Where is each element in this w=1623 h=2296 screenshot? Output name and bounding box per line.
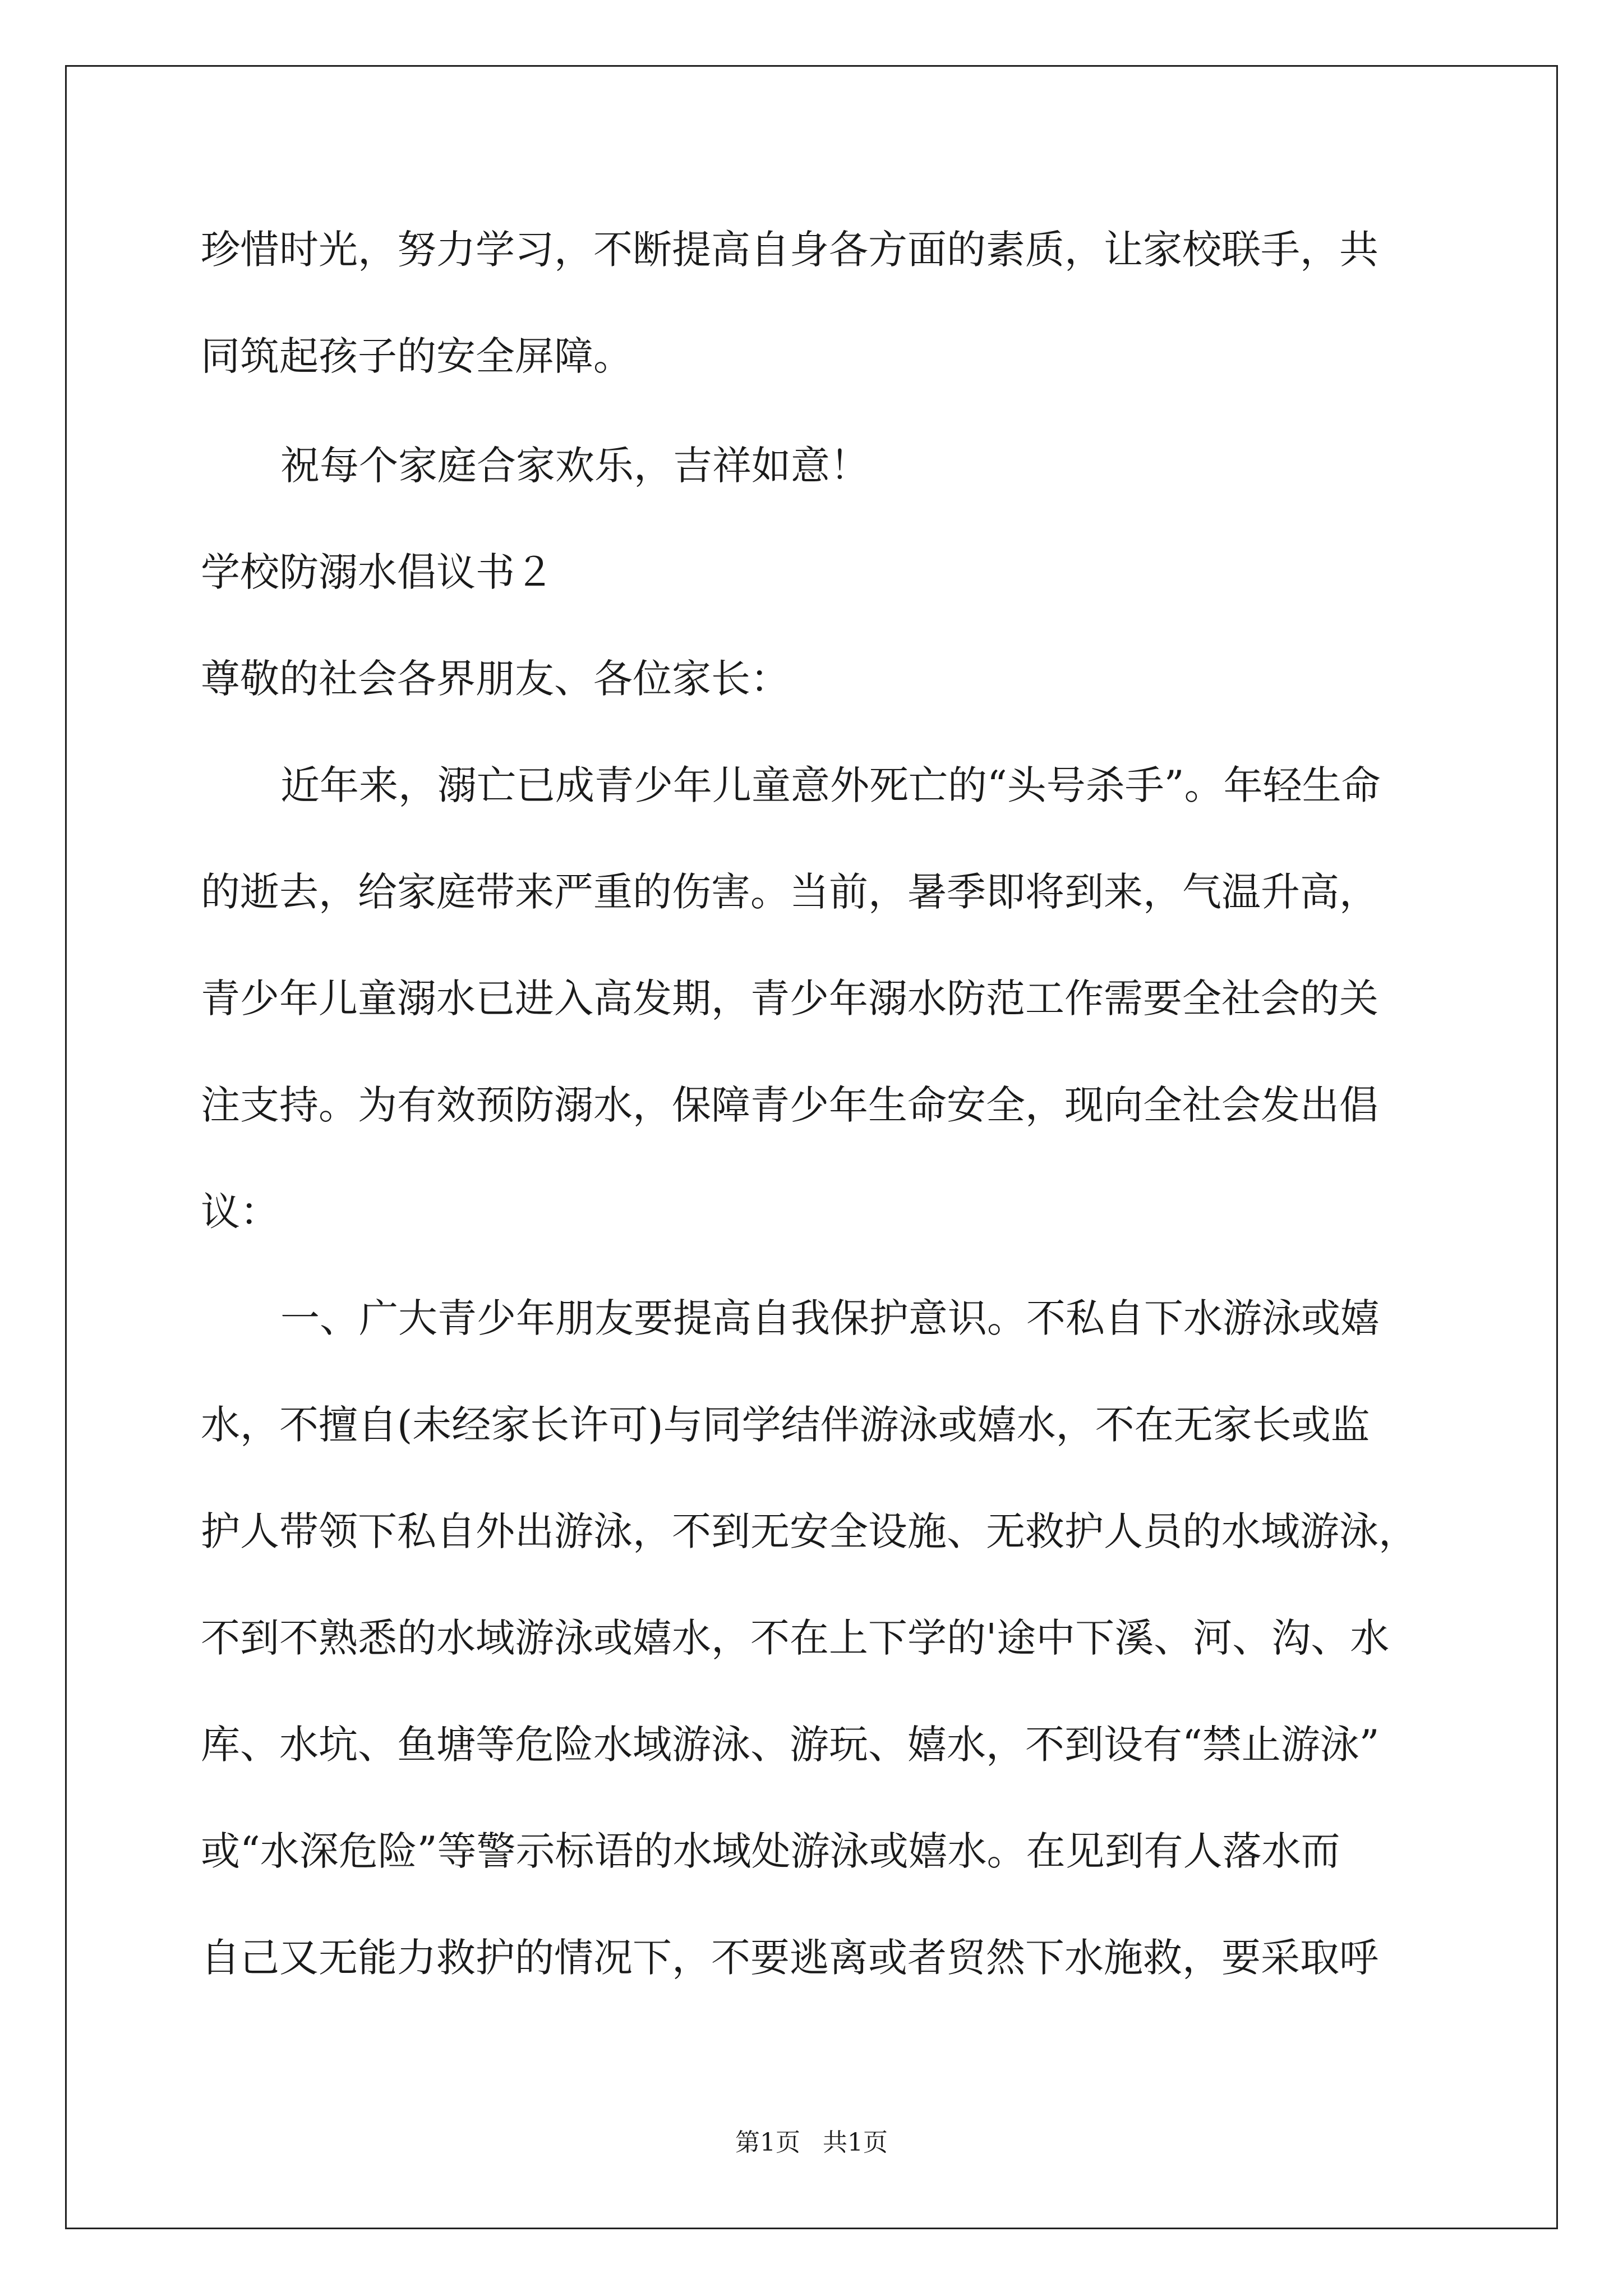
- salutation: 尊敬的社会各界朋友、各位家长：: [201, 656, 790, 702]
- body-text-line: 祝每个家庭合家欢乐，吉祥如意！: [280, 443, 869, 489]
- body-text-line: 一、广大青少年朋友要提高自我保护意识。不私自下水游泳或嬉: [280, 1295, 1380, 1341]
- body-text-line: 青少年儿童溺水已进入高发期，青少年溺水防范工作需要全社会的关: [201, 976, 1378, 1022]
- page-footer: [0, 2126, 1623, 2160]
- body-text-line: 护人带领下私自外出游泳，不到无安全设施、无救护人员的水域游泳，: [201, 1508, 1418, 1554]
- body-text-line: 珍惜时光，努力学习，不断提高自身各方面的素质，让家校联手，共: [201, 227, 1378, 273]
- section-heading: 学校防溺水倡议书２: [201, 549, 554, 595]
- body-text-line: 议：: [201, 1189, 279, 1235]
- page-border: [65, 65, 1558, 2229]
- body-text-line: 自己又无能力救护的情况下，不要逃离或者贸然下水施救，要采取呼: [201, 1935, 1378, 1981]
- page-total: 共1页: [823, 2128, 888, 2157]
- body-text-line: 不到不熟悉的水域游泳或嬉水，不在上下学的'途中下溪、河、沟、水: [201, 1615, 1390, 1661]
- body-text-line: 或“水深危险”等警示标语的水域处游泳或嬉水。在见到有人落水而: [201, 1828, 1340, 1874]
- body-text-line: 的逝去，给家庭带来严重的伤害。当前，暑季即将到来，气温升高，: [201, 869, 1378, 915]
- body-text-line: 同筑起孩子的安全屏障。: [201, 333, 633, 379]
- body-text-line: 近年来，溺亡已成青少年儿童意外死亡的“头号杀手”。年轻生命: [280, 762, 1381, 808]
- page-number: 第1页: [735, 2128, 800, 2157]
- body-text-line: 注支持。为有效预防溺水，保障青少年生命安全，现向全社会发出倡: [201, 1082, 1378, 1128]
- body-text-line: 库、水坑、鱼塘等危险水域游泳、游玩、嬉水，不到设有“禁止游泳”: [201, 1722, 1380, 1768]
- body-text-line: 水，不擅自(未经家长许可)与同学结伴游泳或嬉水，不在无家长或监: [201, 1402, 1370, 1448]
